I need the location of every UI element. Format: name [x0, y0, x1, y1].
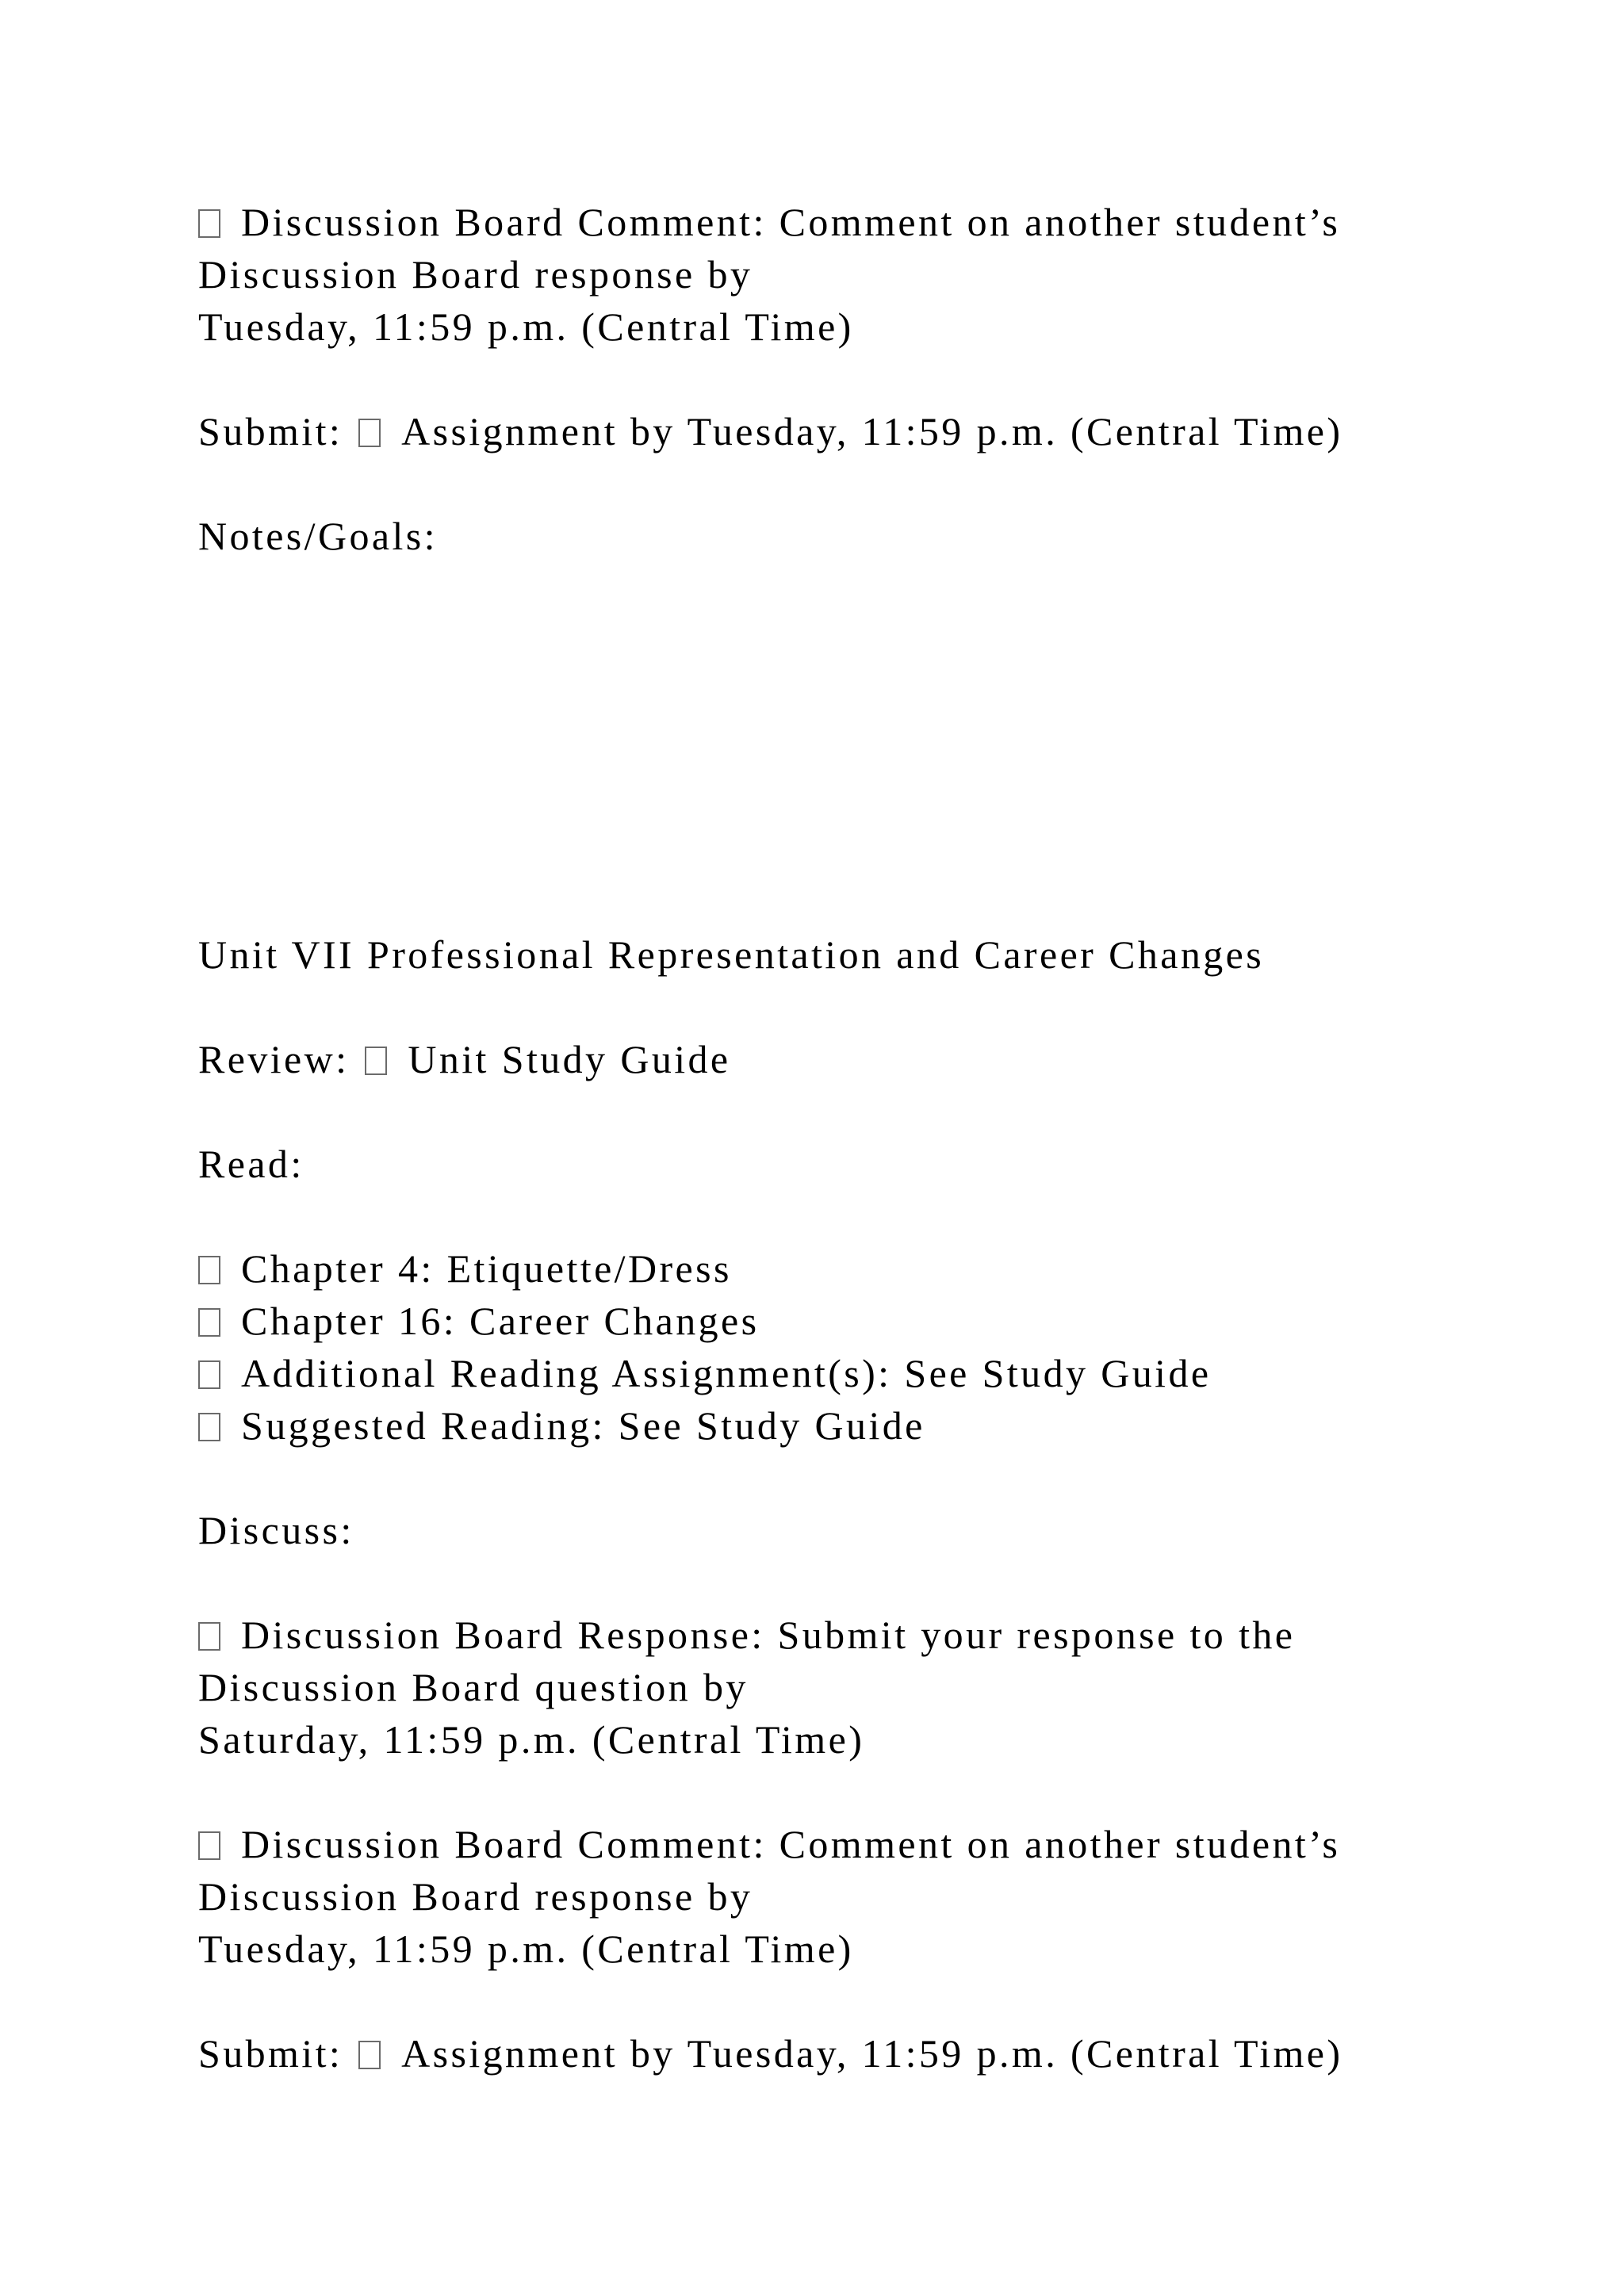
discussion-comment-line-3: Tuesday, 11:59 p.m. (Central Time)	[198, 304, 854, 349]
missing-glyph-icon	[358, 419, 381, 447]
submit-text: Assignment by Tuesday, 11:59 p.m. (Central Time)	[401, 409, 1343, 453]
missing-glyph-icon	[198, 209, 220, 238]
review-label: Review:	[198, 1037, 350, 1081]
missing-glyph-icon	[198, 1360, 220, 1389]
missing-glyph-icon	[198, 1256, 220, 1284]
submit-label: Submit:	[198, 2031, 343, 2076]
missing-glyph-icon	[365, 1047, 387, 1075]
submit-line	[198, 408, 1342, 455]
reading-item	[198, 1402, 925, 1449]
discussion-response-line-3: Saturday, 11:59 p.m. (Central Time)	[198, 1717, 865, 1762]
missing-glyph-icon	[198, 1622, 220, 1651]
submit-label: Submit:	[198, 409, 343, 453]
discussion-comment-line-3: Tuesday, 11:59 p.m. (Central Time)	[198, 1927, 854, 1971]
reading-item-text: Suggested Reading: See Study Guide	[241, 1403, 925, 1448]
discussion-comment-line-1	[198, 1820, 1340, 1868]
discussion-comment-line-1	[198, 198, 1340, 246]
unit-title: Unit VII Professional Representation and Career Changes	[198, 932, 1265, 977]
discussion-response-line-1	[198, 1611, 1295, 1659]
discussion-comment-line-2: Discussion Board response by	[198, 1874, 753, 1919]
missing-glyph-icon	[198, 1831, 220, 1860]
reading-item-text: Chapter 16: Career Changes	[241, 1299, 760, 1343]
reading-item-text: Chapter 4: Etiquette/Dress	[241, 1246, 732, 1291]
missing-glyph-icon	[198, 1308, 220, 1337]
reading-item	[198, 1349, 1211, 1397]
reading-item	[198, 1245, 732, 1292]
notes-goals-label: Notes/Goals:	[198, 514, 438, 558]
submit-text: Assignment by Tuesday, 11:59 p.m. (Central Time)	[401, 2031, 1343, 2076]
missing-glyph-icon	[198, 1413, 220, 1441]
read-label: Read:	[198, 1142, 304, 1186]
review-line	[198, 1035, 731, 1083]
discussion-response-text: Discussion Board Response: Submit your response to the	[241, 1613, 1296, 1657]
discussion-comment-line-2: Discussion Board response by	[198, 252, 753, 297]
discussion-comment-text: Discussion Board Comment: Comment on another student’s	[241, 1822, 1341, 1866]
discussion-comment-text: Discussion Board Comment: Comment on another student’s	[241, 200, 1341, 244]
discussion-response-line-2: Discussion Board question by	[198, 1665, 749, 1709]
review-text: Unit Study Guide	[408, 1037, 731, 1081]
missing-glyph-icon	[358, 2041, 381, 2069]
reading-item-text: Additional Reading Assignment(s): See Study Guide	[241, 1351, 1212, 1395]
reading-item	[198, 1297, 760, 1345]
submit-line	[198, 2030, 1342, 2077]
discuss-label: Discuss:	[198, 1508, 354, 1552]
